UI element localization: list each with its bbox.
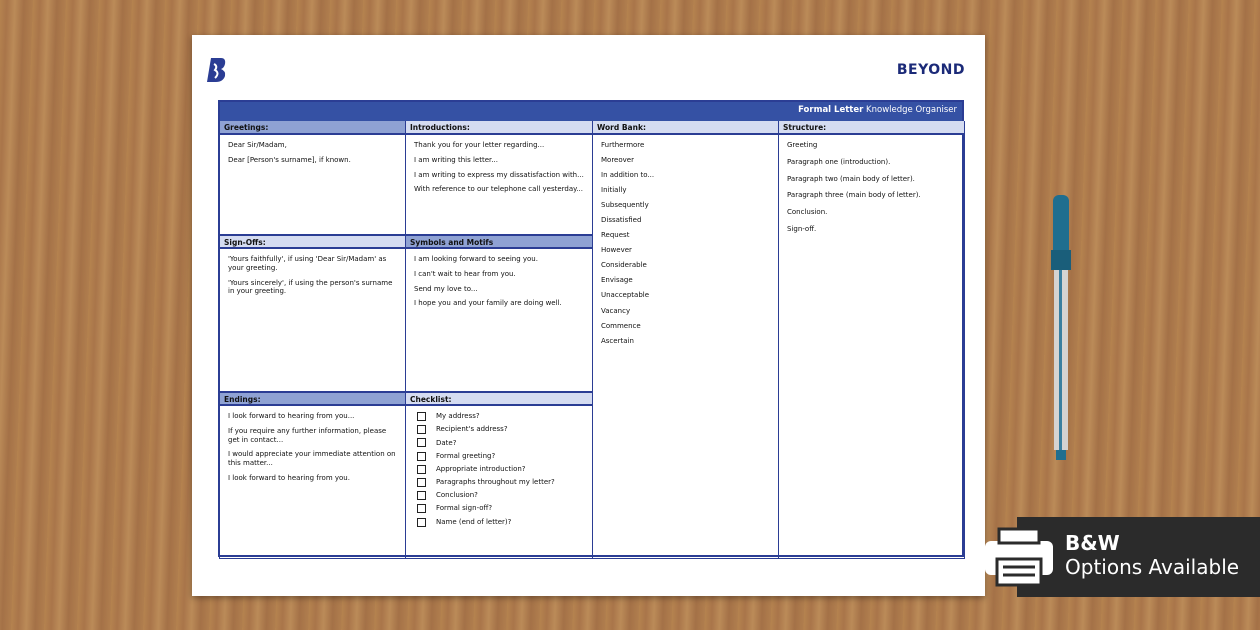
checklist-label: Formal sign-off? [436, 504, 493, 513]
bw-options-badge[interactable] [1017, 517, 1260, 597]
introductions-list [406, 135, 592, 206]
list-item: Sign-off. [787, 224, 817, 233]
list-item: Dear [Person's surname], if known. [228, 155, 351, 164]
word-bank-list [593, 135, 778, 358]
badge-subtitle: Options Available [1065, 555, 1240, 579]
list-item: Vacancy [601, 306, 631, 315]
list-item: Thank you for your letter regarding... [414, 141, 545, 149]
checkbox[interactable] [417, 438, 426, 447]
list-item: Ascertain [601, 336, 634, 345]
list-item: I can't wait to hear from you. [414, 269, 516, 278]
checklist-label: Formal greeting? [436, 451, 496, 460]
introductions-section [405, 121, 593, 235]
checkbox[interactable] [417, 465, 426, 474]
checklist-item[interactable] [414, 478, 584, 487]
list-item: I am writing to express my dissatisfaction with... [414, 170, 584, 179]
symbols-section [405, 235, 593, 392]
list-item: I hope you and your family are doing well. [414, 299, 562, 308]
list-item: Paragraph one (introduction). [787, 157, 891, 166]
list-item: Send my love to... [414, 284, 478, 293]
list-item: 'Yours faithfully', if using 'Dear Sir/Madam' as your greeting. [228, 255, 387, 272]
checklist-item[interactable] [414, 465, 584, 474]
checkbox[interactable] [417, 491, 426, 500]
list-item: 'Yours sincerely', if using the person's surname in your greeting. [228, 278, 393, 296]
checklist-item[interactable] [414, 438, 584, 447]
list-item: Initially [601, 186, 627, 195]
list-item: Request [601, 231, 630, 240]
sign-offs-list [220, 249, 405, 308]
section-header: Introductions: [406, 121, 592, 135]
checklist-item[interactable] [414, 504, 584, 513]
section-header: Structure: [779, 121, 964, 135]
checkbox[interactable] [417, 412, 426, 421]
list-item: Moreover [601, 156, 634, 165]
structure-list [779, 135, 964, 248]
section-header: Checklist: [406, 392, 592, 406]
list-item: Furthermore [601, 141, 645, 149]
knowledge-organiser-table [218, 100, 964, 557]
list-item: I look forward to hearing from you... [228, 412, 355, 420]
greetings-list [220, 135, 405, 177]
list-item: I look forward to hearing from you. [228, 473, 350, 482]
list-item: I am writing this letter... [414, 155, 498, 164]
checklist-item[interactable] [414, 452, 584, 461]
list-item: In addition to... [601, 171, 655, 180]
checkbox[interactable] [417, 504, 426, 513]
list-item: Dear Sir/Madam, [228, 141, 287, 149]
section-header: Word Bank: [593, 121, 778, 135]
list-item: Greeting [787, 141, 818, 149]
word-bank-section [592, 121, 779, 559]
checklist-label: Paragraphs throughout my letter? [436, 478, 555, 487]
beyond-logo-icon [207, 57, 227, 83]
checklist-label: Recipient's address? [436, 425, 508, 434]
checklist-item[interactable] [414, 412, 584, 421]
symbols-list [406, 249, 592, 320]
list-item: However [601, 246, 632, 255]
checklist-section [405, 392, 593, 559]
list-item: Commence [601, 321, 641, 330]
checklist-item[interactable] [414, 491, 584, 500]
list-item: I would appreciate your immediate attention on this matter... [228, 450, 396, 467]
checklist-item[interactable] [414, 425, 584, 434]
list-item: Subsequently [601, 201, 649, 210]
greetings-section [219, 121, 406, 235]
pen-icon [1050, 195, 1072, 465]
checklist-label: Appropriate introduction? [436, 464, 526, 473]
list-item: Unacceptable [601, 291, 650, 300]
organiser-title: Formal Letter Knowledge Organiser [220, 102, 962, 121]
list-item: I am looking forward to seeing you. [414, 255, 538, 263]
list-item: With reference to our telephone call yesterday... [414, 185, 583, 194]
checklist-label: My address? [436, 412, 480, 421]
section-header: Greetings: [220, 121, 405, 135]
list-item: Paragraph three (main body of letter). [787, 191, 921, 200]
printer-icon [983, 527, 1055, 587]
checkbox[interactable] [417, 518, 426, 527]
checkbox[interactable] [417, 478, 426, 487]
sign-offs-section [219, 235, 406, 392]
list-item: Envisage [601, 276, 633, 285]
checkbox[interactable] [417, 425, 426, 434]
checklist-label: Name (end of letter)? [436, 517, 512, 526]
section-header: Symbols and Motifs [406, 235, 592, 249]
section-header: Endings: [220, 392, 405, 406]
endings-section [219, 392, 406, 559]
brand-name: BEYOND [896, 62, 965, 78]
structure-section [778, 121, 965, 559]
list-item: Paragraph two (main body of letter). [787, 174, 915, 183]
checklist-label: Date? [436, 438, 457, 447]
list-item: Dissatisfied [601, 216, 642, 225]
list-item: If you require any further information, please get in contact... [228, 426, 387, 444]
list-item: Conclusion. [787, 208, 828, 216]
worksheet-page [192, 35, 985, 596]
checkbox[interactable] [417, 452, 426, 461]
checklist-list [406, 406, 592, 537]
checklist-label: Conclusion? [436, 491, 478, 500]
list-item: Considerable [601, 261, 647, 270]
endings-list [220, 406, 405, 495]
checklist-item[interactable] [414, 518, 584, 527]
section-header: Sign-Offs: [220, 235, 405, 249]
badge-title: B&W [1065, 531, 1120, 555]
